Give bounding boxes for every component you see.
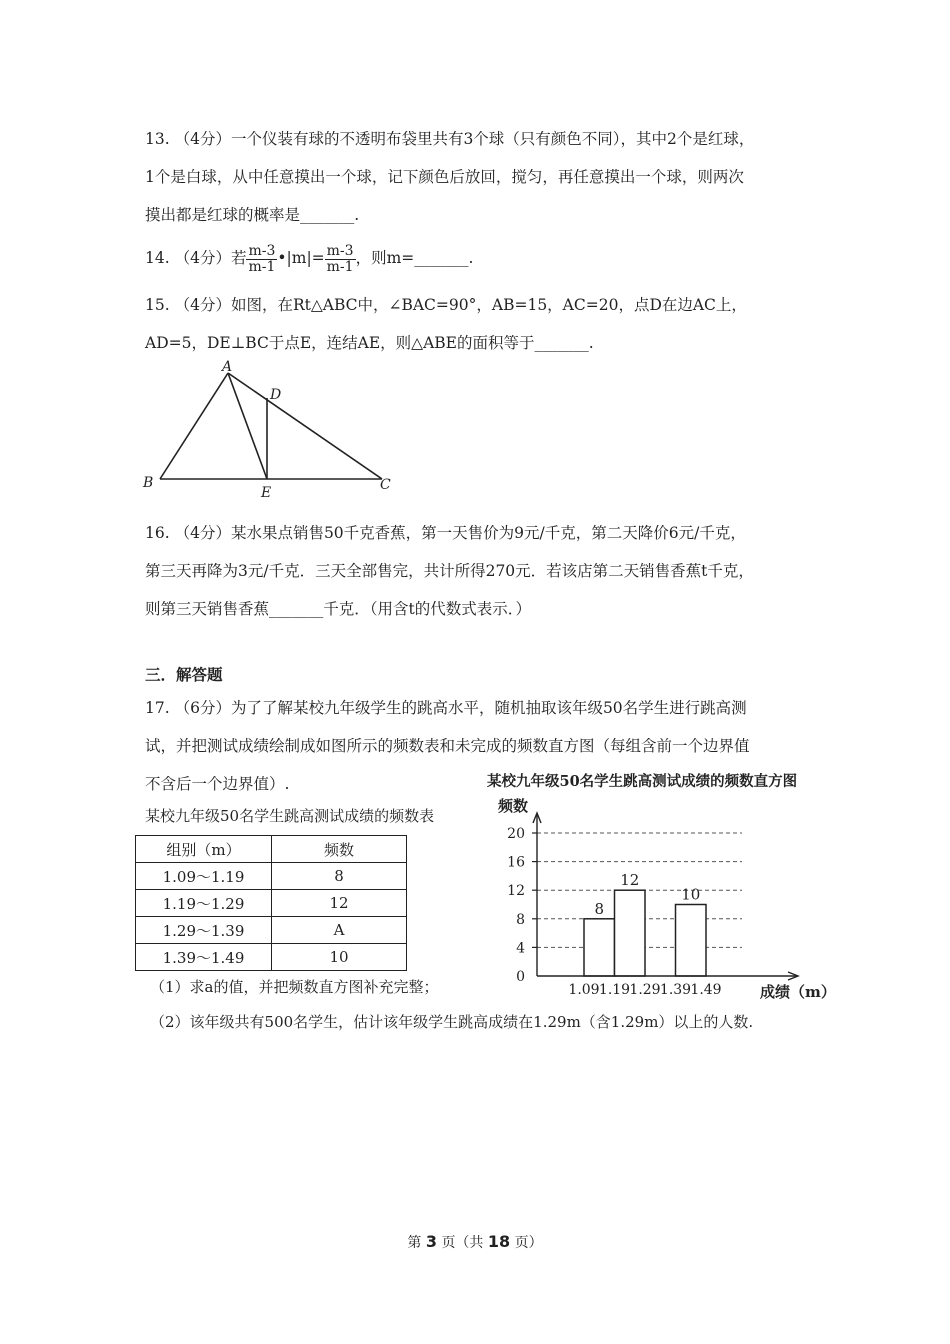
q14-frac1-denominator: m-1 (248, 258, 276, 275)
q14-fraction-2 (325, 244, 356, 275)
chart-title: 某校九年级50名学生跳高测试成绩的频数直方图 (487, 773, 798, 790)
footer-page-number: 3 (425, 1232, 437, 1251)
section-title: 三．解答题 (145, 666, 223, 684)
y-tick-label: 0 (516, 969, 525, 985)
q14-prefix: 14. （4分）若 (145, 249, 247, 267)
table-caption: 某校九年级50名学生跳高测试成绩的频数表 (145, 807, 435, 825)
histogram-bar (584, 919, 615, 976)
q13-line1: 13. （4分）一个仪装有球的不透明布袋里共有3个球（只有颜色不同），其中2个是红球， (145, 130, 755, 148)
q14-suffix: ，则m=_______. (355, 249, 474, 267)
label-C: C (380, 477, 391, 493)
x-tick-label: 1.09 (568, 982, 600, 998)
label-D: D (270, 387, 282, 403)
q14-frac2-numerator: m-3 (326, 242, 354, 259)
footer-prefix: 第 (407, 1235, 422, 1251)
table-cell-group: 1.29～1.39 (136, 917, 272, 944)
table-cell-frequency: 8 (272, 863, 407, 890)
x-tick-label: 1.39 (659, 982, 692, 998)
q14-line (145, 240, 473, 276)
bar-value-label: 8 (594, 899, 605, 918)
label-E: E (261, 485, 272, 501)
label-B: B (143, 475, 154, 491)
y-axis-label: 频数 (498, 797, 529, 815)
table-row (136, 944, 407, 971)
table-cell-frequency: 12 (272, 890, 407, 917)
q17-line1: 17. （6分）为了了解某校九年级学生的跳高水平，随机抽取该年级50名学生进行跳高测 (145, 699, 747, 717)
label-A: A (222, 359, 233, 375)
y-tick-label: 16 (507, 854, 525, 871)
footer-total-pages: 18 (487, 1232, 511, 1251)
table-header-group: 组别（m） (136, 836, 272, 863)
footer-suffix: 页） (514, 1235, 543, 1251)
histogram-bar (615, 890, 646, 976)
bar-value-label: 10 (681, 885, 701, 904)
table-row (136, 890, 407, 917)
segment-AC (228, 373, 382, 479)
x-axis-label: 成绩（m） (760, 983, 836, 1001)
x-tick-label: 1.29 (629, 982, 661, 998)
segment-AB (160, 373, 228, 479)
table-row (136, 917, 407, 944)
histogram-bar (676, 905, 707, 977)
y-tick-label: 12 (507, 883, 525, 900)
q15-line1: 15. （4分）如图，在Rt△ABC中，∠BAC=90°，AB=15，AC=20，点D在边AC上， (145, 296, 747, 314)
bar-value-label: 12 (620, 871, 640, 890)
table-cell-group: 1.09～1.19 (136, 863, 272, 890)
y-tick-label: 4 (516, 940, 525, 957)
table-header-frequency: 频数 (272, 836, 407, 863)
q17-part2: （2）该年级共有500名学生，估计该年级学生跳高成绩在1.29m（含1.29m）以上的人数. (150, 1013, 754, 1031)
x-tick-label: 1.49 (690, 982, 722, 998)
segment-AE (228, 373, 267, 479)
q17-line3: 不含后一个边界值）. (145, 775, 290, 793)
q15-line2: AD=5，DE⊥BC于点E，连结AE，则△ABE的面积等于_______. (145, 334, 594, 352)
q17-line2: 试，并把测试成绩绘制成如图所示的频数表和未完成的频数直方图（每组含前一个边界值 (145, 737, 750, 755)
q14-fraction-1 (246, 244, 277, 275)
triangle-figure (135, 355, 405, 505)
y-tick-label: 8 (516, 911, 525, 928)
q14-frac1-numerator: m-3 (248, 242, 276, 259)
page-footer (0, 1232, 950, 1252)
table-cell-frequency: A (272, 917, 407, 944)
frequency-table (135, 835, 407, 971)
table-cell-group: 1.19～1.29 (136, 890, 272, 917)
frequency-histogram (480, 768, 850, 1008)
q14-middle: •|m|= (277, 249, 325, 267)
footer-middle: 页（共 (441, 1235, 484, 1251)
table-row (136, 863, 407, 890)
table-cell-frequency: 10 (272, 944, 407, 971)
y-tick-label: 20 (507, 826, 525, 842)
q16-line1: 16. （4分）某水果点销售50千克香蕉，第一天售价为9元/千克，第二天降价6元/千克， (145, 524, 746, 542)
q16-line3: 则第三天销售香蕉_______千克．（用含t的代数式表示．） (145, 600, 531, 618)
q17-part1: （1）求a的值，并把频数直方图补充完整； (150, 978, 439, 996)
x-tick-label: 1.19 (598, 982, 631, 998)
table-header-row (136, 836, 407, 863)
q13-line2: 1个是白球，从中任意摸出一个球，记下颜色后放回，搅匀，再任意摸出一个球，则两次 (145, 168, 744, 186)
q13-line3: 摸出都是红球的概率是_______. (145, 206, 360, 224)
q16-line2: 第三天再降为3元/千克．三天全部售完，共计所得270元．若该店第二天销售香蕉t千克， (145, 562, 754, 580)
q14-frac2-denominator: m-1 (326, 258, 354, 275)
table-cell-group: 1.39～1.49 (136, 944, 272, 971)
